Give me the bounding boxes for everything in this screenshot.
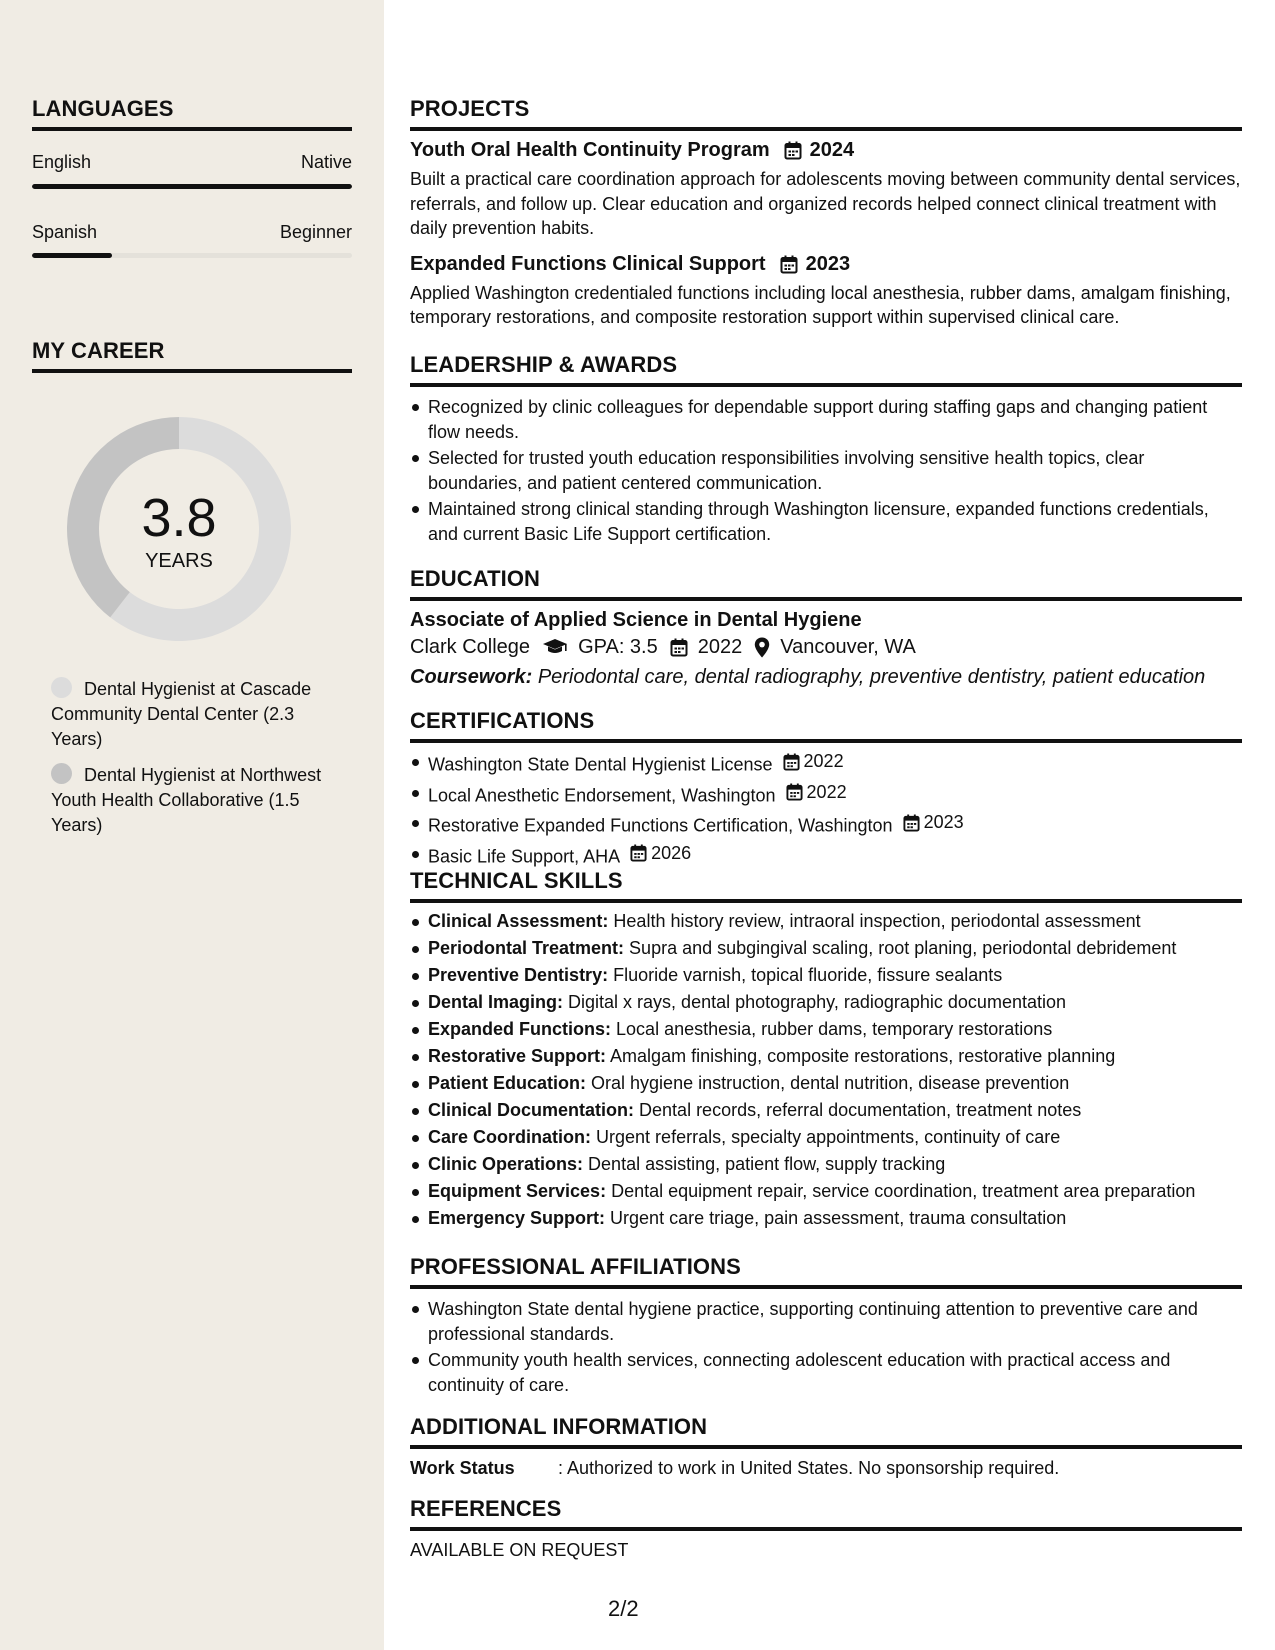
graduation-year: 2022 (697, 636, 743, 658)
skill-item (410, 1205, 1242, 1232)
career-legend-label: Dental Hygienist at Northwest Youth Health Collaborative (1.5 Years) (51, 765, 322, 835)
language-bar-spanish (32, 253, 352, 258)
sidebar (0, 0, 384, 1650)
skill-item (410, 1043, 1242, 1070)
section-rule (410, 1527, 1242, 1531)
language-bar-fill (32, 253, 112, 258)
language-level: Beginner (279, 222, 352, 242)
skill-label: Clinic Operations: (428, 1154, 584, 1174)
skill-label: Clinical Documentation: (428, 1100, 635, 1120)
additional-title: ADDITIONAL INFORMATION (410, 1414, 708, 1439)
skill-label: Restorative Support: (428, 1046, 607, 1066)
career-legend-item (51, 677, 336, 752)
project-item-title (410, 139, 1242, 162)
skill-value: Dental equipment repair, service coordination, treatment area preparation (611, 1181, 1196, 1201)
certifications-title: CERTIFICATIONS (410, 708, 595, 733)
skill-item (410, 1124, 1242, 1151)
skill-value: Urgent care triage, pain assessment, trauma consultation (610, 1208, 1067, 1228)
certification-date (783, 748, 844, 775)
coursework (410, 662, 1242, 692)
skill-value: Dental records, referral documentation, treatment notes (639, 1100, 1082, 1120)
list-item: Selected for trusted youth education responsibilities involving sensitive health topics, clear boundaries, and patient centered communication. (410, 446, 1242, 495)
legend-dot (51, 677, 72, 698)
section-rule (410, 127, 1242, 131)
project-name: Expanded Functions Clinical Support (410, 252, 766, 275)
skill-item (410, 1070, 1242, 1097)
skill-value: Amalgam finishing, composite restorations, restorative planning (610, 1046, 1116, 1066)
skill-item (410, 1151, 1242, 1178)
language-row-english (32, 152, 352, 173)
certification-item (410, 840, 1242, 871)
education-title: EDUCATION (410, 566, 541, 591)
career-title: MY CAREER (32, 338, 165, 363)
calendar-icon (903, 814, 924, 832)
certification-item (410, 809, 1242, 840)
affiliations-section (410, 1254, 1242, 1397)
project-name: Youth Oral Health Continuity Program (410, 139, 770, 161)
skill-item (410, 1097, 1242, 1124)
main-content (410, 0, 1242, 1650)
skill-value: Supra and subgingival scaling, root planing, periodontal debridement (629, 938, 1177, 958)
work-status-label: Work Status (410, 1458, 515, 1478)
language-bar-english (32, 184, 352, 189)
skill-value: Fluoride varnish, topical fluoride, fissure sealants (613, 965, 1003, 985)
leadership-section (410, 352, 1242, 546)
certification-name: Basic Life Support, AHA (428, 846, 621, 866)
language-name: Spanish (32, 222, 98, 242)
calendar-icon (786, 783, 807, 801)
education-section (410, 566, 1242, 692)
language-name: English (32, 152, 92, 172)
section-rule (410, 739, 1242, 743)
certification-date (630, 840, 691, 867)
skill-item (410, 962, 1242, 989)
legend-dot (51, 763, 72, 784)
skill-label: Emergency Support: (428, 1208, 606, 1228)
project-description: Applied Washington credentialed functions including local anesthesia, rubber dams, amalgam finishing, temporary restorations, and composite restoration support within supervised clinical care. (410, 282, 1231, 327)
certification-year: 2026 (651, 842, 692, 863)
skill-item (410, 989, 1242, 1016)
work-status-row (410, 1456, 1242, 1480)
calendar-icon (783, 753, 804, 771)
career-legend-label: Dental Hygienist at Cascade Community Dental Center (2.3 Years) (51, 679, 312, 749)
skill-value: Urgent referrals, specialty appointments, continuity of care (596, 1127, 1061, 1147)
certification-item (410, 779, 1242, 810)
certification-item (410, 748, 1242, 779)
language-row-spanish (32, 222, 352, 243)
skill-item (410, 1178, 1242, 1205)
section-rule (410, 383, 1242, 387)
section-rule (410, 899, 1242, 903)
list-item: Maintained strong clinical standing through Washington licensure, expanded functions credentials, and current Basic Life Support certification. (410, 497, 1242, 546)
coursework-label: Coursework: (410, 666, 533, 688)
section-rule (410, 1285, 1242, 1289)
list-item: Community youth health services, connecting adolescent education with practical access and continuity of care. (410, 1348, 1242, 1397)
section-rule (410, 1445, 1242, 1449)
list-item: Recognized by clinic colleagues for dependable support during staffing gaps and changing patient flow needs. (410, 395, 1242, 444)
map-pin-icon (754, 637, 770, 658)
leadership-title: LEADERSHIP & AWARDS (410, 352, 678, 377)
skill-item (410, 935, 1242, 962)
gpa: GPA: 3.5 (578, 636, 658, 658)
education-meta (410, 632, 1242, 662)
skill-label: Expanded Functions: (428, 1019, 612, 1039)
calendar-icon (630, 844, 651, 862)
career-legend-item (51, 763, 336, 838)
skills-title: TECHNICAL SKILLS (410, 868, 623, 893)
languages-title: LANGUAGES (32, 96, 174, 121)
certifications-section (410, 708, 1242, 870)
list-item: Washington State dental hygiene practice, supporting continuing attention to preventive care and professional standards. (410, 1297, 1242, 1346)
graduation-cap-icon (542, 638, 568, 656)
skill-value: Digital x rays, dental photography, radiographic documentation (568, 992, 1066, 1012)
degree-title: Associate of Applied Science in Dental Hygiene (410, 609, 862, 631)
certification-year: 2022 (806, 781, 847, 802)
coursework-text: Periodontal care, dental radiography, preventive dentistry, patient education (537, 666, 1206, 688)
language-level: Native (300, 152, 352, 172)
calendar-icon (780, 255, 798, 274)
skill-value: Local anesthesia, rubber dams, temporary restorations (616, 1019, 1053, 1039)
career-total-years: 3.8 (141, 488, 217, 548)
certification-name: Restorative Expanded Functions Certification, Washington (428, 815, 893, 836)
page-number: 2/2 (608, 1596, 639, 1621)
references-section (410, 1496, 1242, 1563)
additional-section (410, 1414, 1242, 1480)
leadership-list (410, 395, 1242, 546)
certification-name: Local Anesthetic Endorsement, Washington (428, 785, 776, 805)
certification-name: Washington State Dental Hygienist License (428, 754, 773, 775)
work-status-value: : Authorized to work in United States. No sponsorship required. (558, 1458, 1060, 1478)
school-name: Clark College (410, 636, 531, 658)
project-description: Built a practical care coordination approach for adolescents moving between community dental services, referrals, and follow up. Clear education and organized records helped connect clinical treatment with daily prevention habits. (410, 169, 1241, 238)
career-years-unit: YEARS (145, 550, 213, 572)
affiliations-list (410, 1297, 1242, 1397)
skill-label: Clinical Assessment: (428, 911, 609, 931)
skill-label: Preventive Dentistry: (428, 965, 609, 985)
skill-value: Oral hygiene instruction, dental nutrition, disease prevention (591, 1073, 1070, 1093)
skill-label: Dental Imaging: (428, 992, 564, 1012)
career-rule (32, 369, 352, 373)
certification-date (903, 809, 964, 836)
skill-value: Health history review, intraoral inspection, periodontal assessment (613, 911, 1141, 931)
skill-item (410, 1016, 1242, 1043)
projects-section (410, 96, 1242, 330)
languages-rule (32, 127, 352, 131)
certification-date (786, 779, 847, 806)
skill-value: Dental assisting, patient flow, supply tracking (588, 1154, 946, 1174)
calendar-icon (670, 638, 688, 657)
references-text: AVAILABLE ON REQUEST (410, 1540, 629, 1560)
skill-label: Equipment Services: (428, 1181, 607, 1201)
certification-year: 2022 (803, 751, 844, 771)
school-location: Vancouver, WA (780, 636, 916, 658)
projects-title: PROJECTS (410, 96, 530, 121)
skill-label: Care Coordination: (428, 1127, 592, 1147)
skill-label: Periodontal Treatment: (428, 938, 625, 958)
project-year: 2023 (805, 252, 851, 275)
calendar-icon (784, 141, 802, 160)
language-bar-fill (32, 184, 352, 189)
affiliations-title: PROFESSIONAL AFFILIATIONS (410, 1254, 741, 1279)
project-year: 2024 (809, 139, 855, 161)
project-item-title (410, 253, 1242, 276)
certification-year: 2023 (923, 812, 964, 832)
skills-section (410, 868, 1242, 1232)
references-title: REFERENCES (410, 1496, 562, 1521)
skill-label: Patient Education: (428, 1073, 587, 1093)
skills-list (410, 908, 1242, 1232)
certifications-list (410, 748, 1242, 870)
section-rule (410, 597, 1242, 601)
skill-item (410, 908, 1242, 935)
